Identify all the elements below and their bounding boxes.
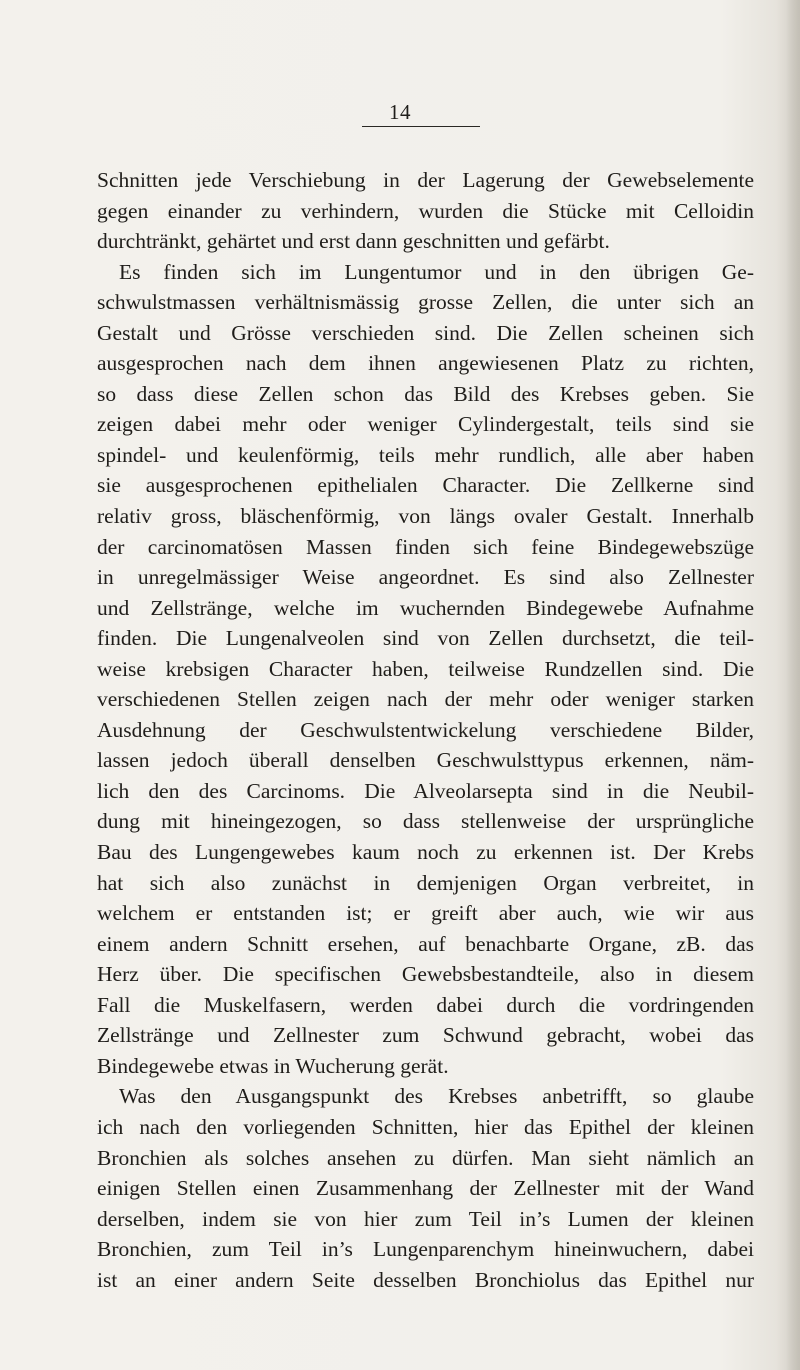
text-line: zeigen dabei mehr oder weniger Cylindergestalt, teils sind sie [97,412,754,437]
text-line: so dass diese Zellen schon das Bild des Krebses geben. Sie [97,381,754,406]
text-line: Bau des Lungengewebes kaum noch zu erkennen ist. Der Krebs [97,840,754,865]
text-line: Bronchien als solches ansehen zu dürfen. Man sieht nämlich an [97,1145,754,1170]
text-line: Was den Ausgangspunkt des Krebses anbetrifft, so glaube [119,1084,754,1109]
text-line: weise krebsigen Character haben, teilweise Rundzellen sind. Die [97,656,754,681]
text-line: Ausdehnung der Geschwulstentwickelung verschiedene Bilder, [97,717,754,742]
text-line: derselben, indem sie von hier zum Teil in’s Lumen der kleinen [97,1206,754,1231]
text-line: welchem er entstanden ist; er greift aber auch, wie wir aus [97,901,754,926]
text-line: Schnitten jede Verschiebung in der Lagerung der Gewebselemente [97,168,754,192]
text-line: verschiedenen Stellen zeigen nach der mehr oder weniger starken [97,687,754,712]
page-edge-shadow [786,0,800,1370]
text-line: Gestalt und Grösse verschieden sind. Die Zellen scheinen sich [97,320,754,345]
text-line: spindel- und keulenförmig, teils mehr rundlich, alle aber haben [97,442,754,467]
text-line: relativ gross, bläschenförmig, von längs ovaler Gestalt. Innerhalb [97,504,754,529]
text-line: ist an einer andern Seite desselben Bronchiolus das Epithel nur [97,1267,754,1292]
text-line: sie ausgesprochenen epithelialen Character. Die Zellkerne sind [97,473,754,498]
text-line: finden. Die Lungenalveolen sind von Zellen durchsetzt, die teil- [97,626,754,651]
text-line: Fall die Muskelfasern, werden dabei durch die vordringenden [97,992,754,1017]
text-line: Bronchien, zum Teil in’s Lungenparenchym hineinwuchern, dabei [97,1237,754,1262]
text-line: einem andern Schnitt ersehen, auf benachbarte Organe, zB. das [97,931,754,956]
text-line: Es finden sich im Lungentumor und in den übrigen Ge- [119,259,754,284]
text-line: ich nach den vorliegenden Schnitten, hier das Epithel der kleinen [97,1114,754,1139]
text-line: und Zellstränge, welche im wuchernden Bindegewebe Aufnahme [97,595,754,620]
text-line: der carcinomatösen Massen finden sich feine Bindegewebszüge [97,534,754,559]
text-line: schwulstmassen verhältnismässig grosse Zellen, die unter sich an [97,290,754,315]
text-line: lich den des Carcinoms. Die Alveolarsepta sind in die Neubil- [97,778,754,803]
text-line: gegen einander zu verhindern, wurden die Stücke mit Celloidin [97,198,754,223]
text-line: hat sich also zunächst in demjenigen Organ verbreitet, in [97,870,754,895]
text-line: dung mit hineingezogen, so dass stellenweise der ursprüngliche [97,809,754,834]
page-number-underline [362,126,480,127]
text-line: Zellstränge und Zellnester zum Schwund gebracht, wobei das [97,1023,754,1048]
text-line: lassen jedoch überall denselben Geschwulsttypus erkennen, näm- [97,748,754,773]
text-line: Herz über. Die specifischen Gewebsbestandteile, also in diesem [97,962,754,987]
text-line: einigen Stellen einen Zusammenhang der Zellnester mit der Wand [97,1176,754,1201]
page-number: 14 [389,100,411,124]
text-line: ausgesprochen nach dem ihnen angewiesenen Platz zu richten, [97,351,754,376]
text-line: durchtränkt, gehärtet und erst dann geschnitten und gefärbt. [97,229,610,254]
text-line: in unregelmässiger Weise angeordnet. Es sind also Zellnester [97,565,754,590]
text-line: Bindegewebe etwas in Wucherung gerät. [97,1053,449,1078]
body-text [97,165,754,1295]
